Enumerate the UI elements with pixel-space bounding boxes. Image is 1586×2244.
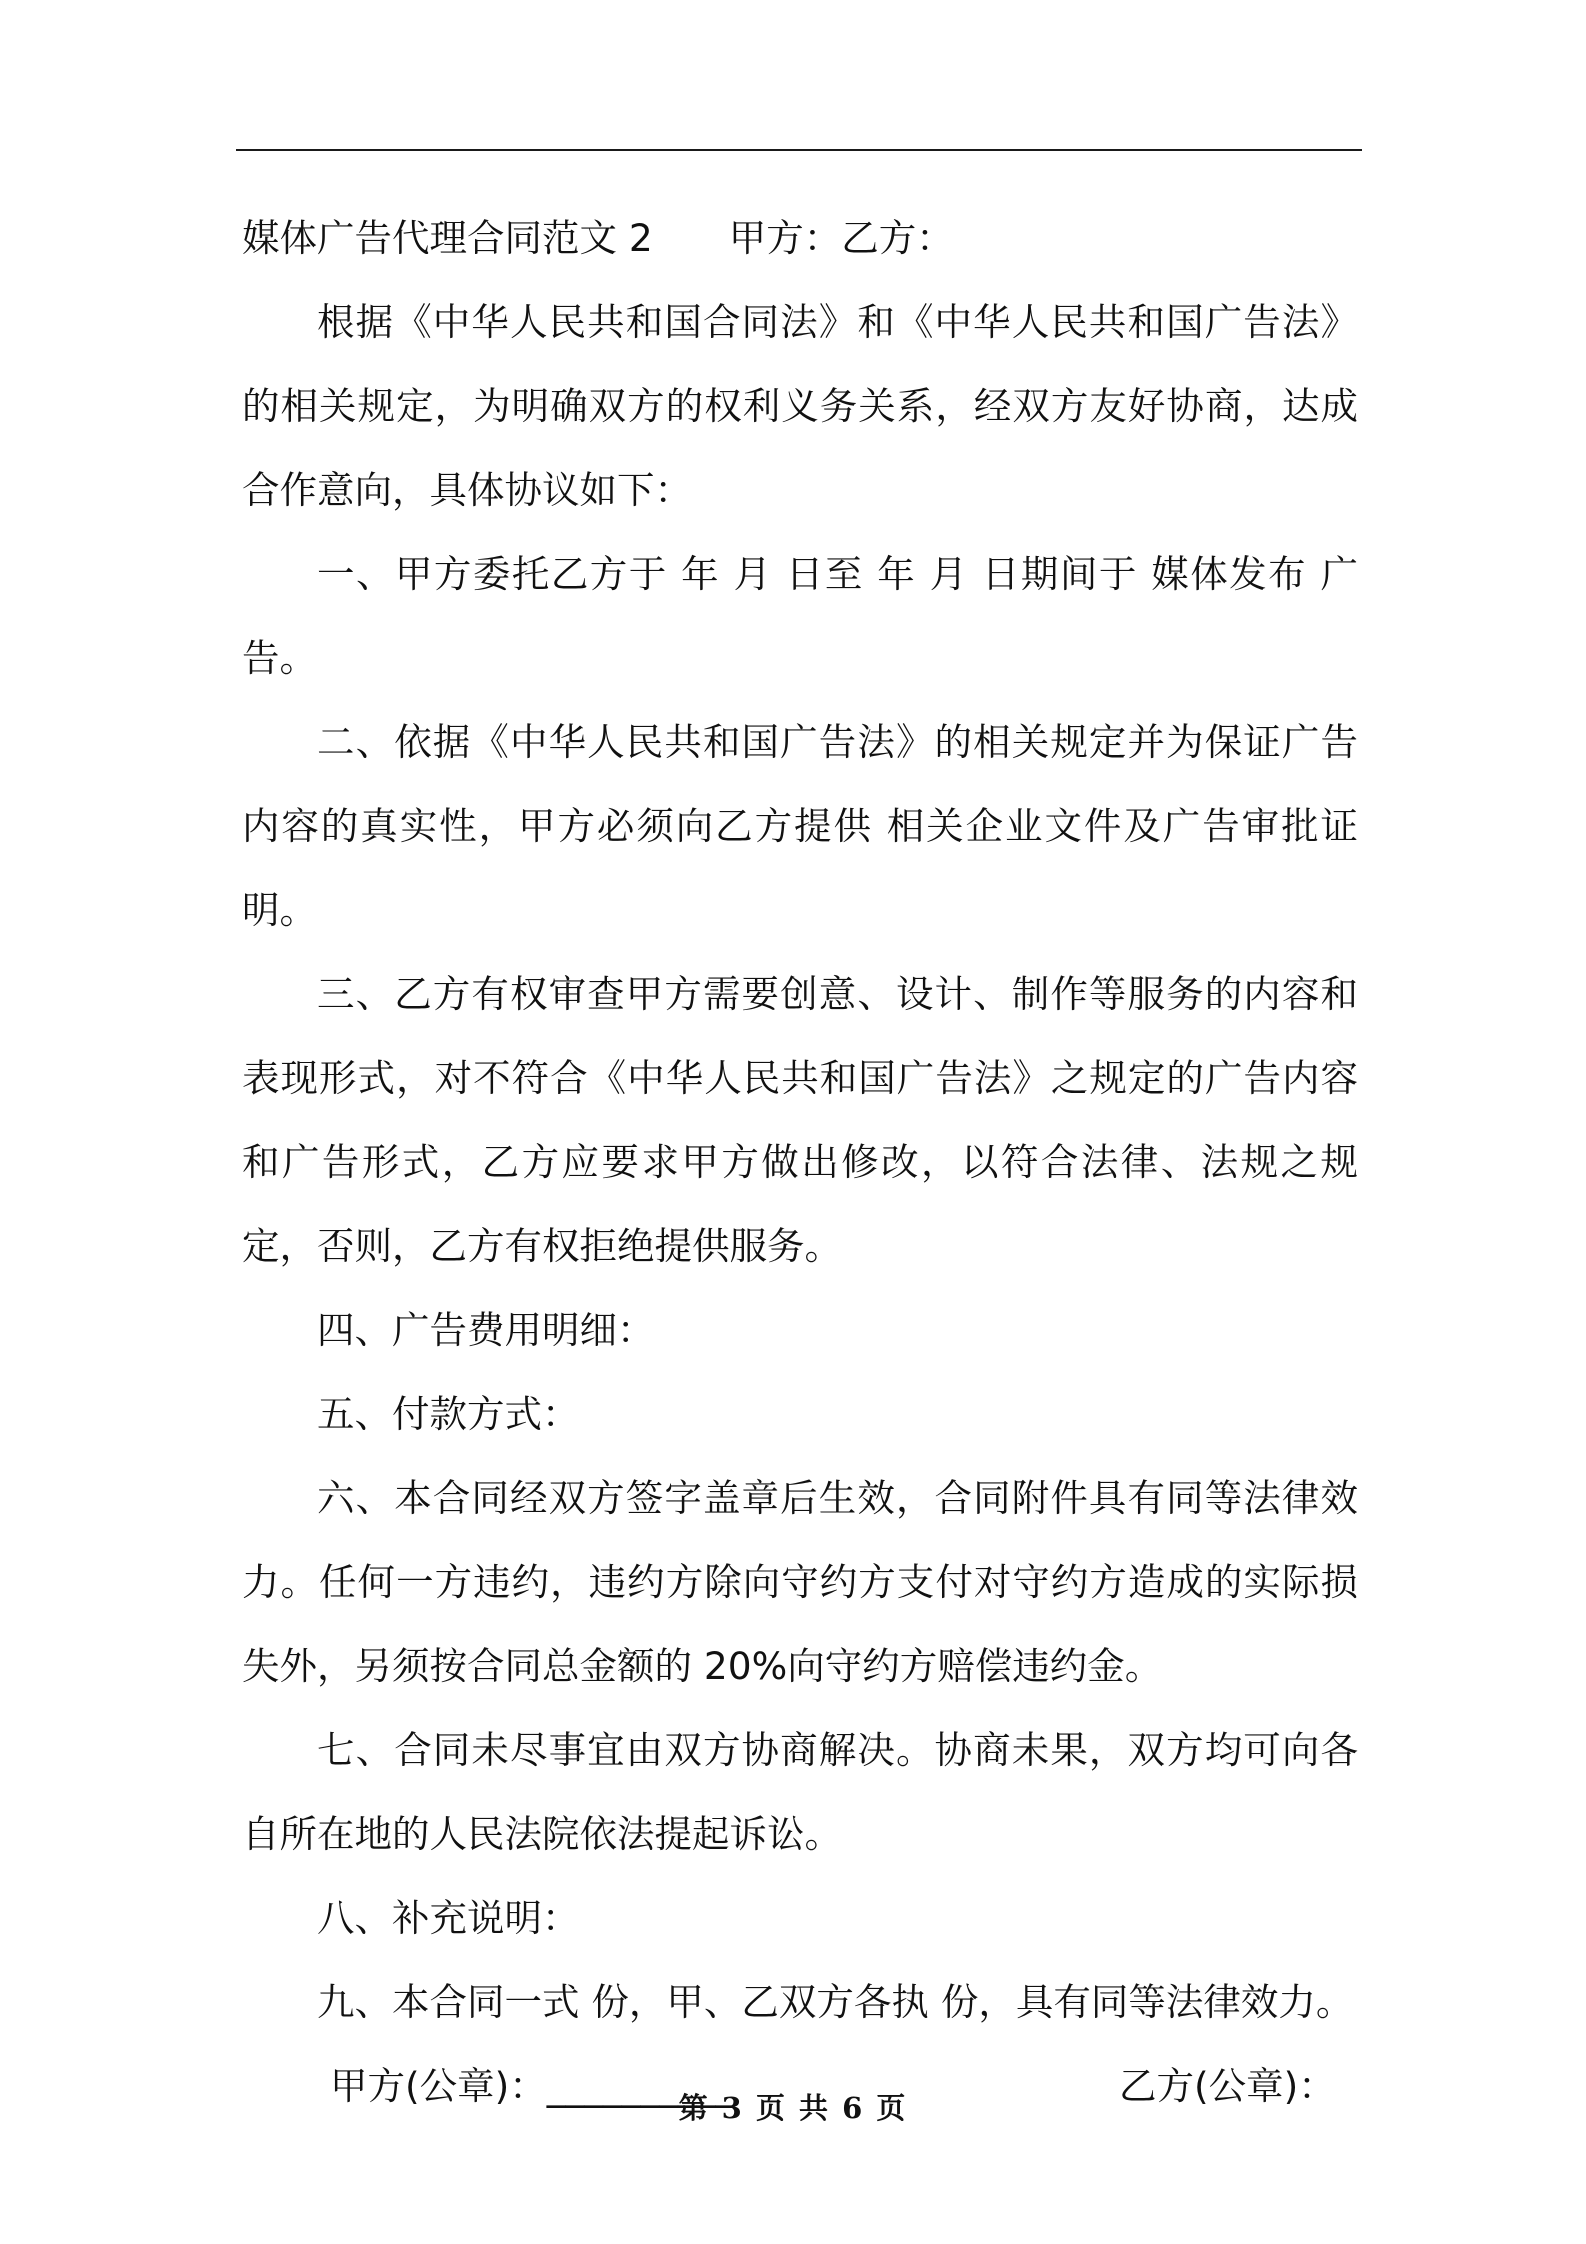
paragraph-clause-3: 三、乙方有权审查甲方需要创意、设计、制作等服务的内容和表现形式，对不符合《中华人民共和国广告法》之规定的广告内容和广告形式，乙方应要求甲方做出修改，以符合法律、法规之规定，否则，乙方有权拒绝提供服务。 (242, 972, 1358, 1268)
paragraph-clause-7: 七、合同未尽事宜由双方协商解决。协商未果，双方均可向各自所在地的人民法院依法提起诉讼。 (242, 1728, 1358, 1856)
parties-line: 甲方：乙方： (728, 216, 954, 260)
header-rule (236, 149, 1362, 151)
document-body (242, 196, 1358, 2128)
paragraph-clause-6: 六、本合同经双方签字盖章后生效，合同附件具有同等法律效力。任何一方违约，违约方除向守约方支付对守约方造成的实际损失外，另须按合同总金额的 20%向守约方赔偿违约金。 (242, 1476, 1358, 1688)
document-title: 媒体广告代理合同范文 2 (242, 216, 653, 260)
signature-party-a: 甲方(公章)：__________ (330, 2064, 735, 2108)
document-title-line (242, 196, 1358, 280)
paragraph-clause-4: 四、广告费用明细： (317, 1308, 655, 1352)
page-number: 第 3 页 共 6 页 (678, 2091, 908, 2125)
paragraph-clause-9: 九、本合同一式 份，甲、乙双方各执 份，具有同等法律效力。 (317, 1980, 1354, 2024)
paragraph-clause-2: 二、依据《中华人民共和国广告法》的相关规定并为保证广告内容的真实性，甲方必须向乙方提供 相关企业文件及广告审批证明。 (242, 720, 1358, 932)
paragraph-clause-8: 八、补充说明： (317, 1896, 580, 1940)
paragraph-clause-1: 一、甲方委托乙方于 年 月 日至 年 月 日期间于 媒体发布 广告。 (242, 552, 1358, 680)
paragraph-intro: 根据《中华人民共和国合同法》和《中华人民共和国广告法》的相关规定，为明确双方的权利义务关系，经双方友好协商，达成合作意向，具体协议如下： (242, 300, 1358, 512)
paragraph-clause-5: 五、付款方式： (317, 1392, 580, 1436)
signature-party-b: 乙方(公章)： (1119, 2064, 1336, 2108)
